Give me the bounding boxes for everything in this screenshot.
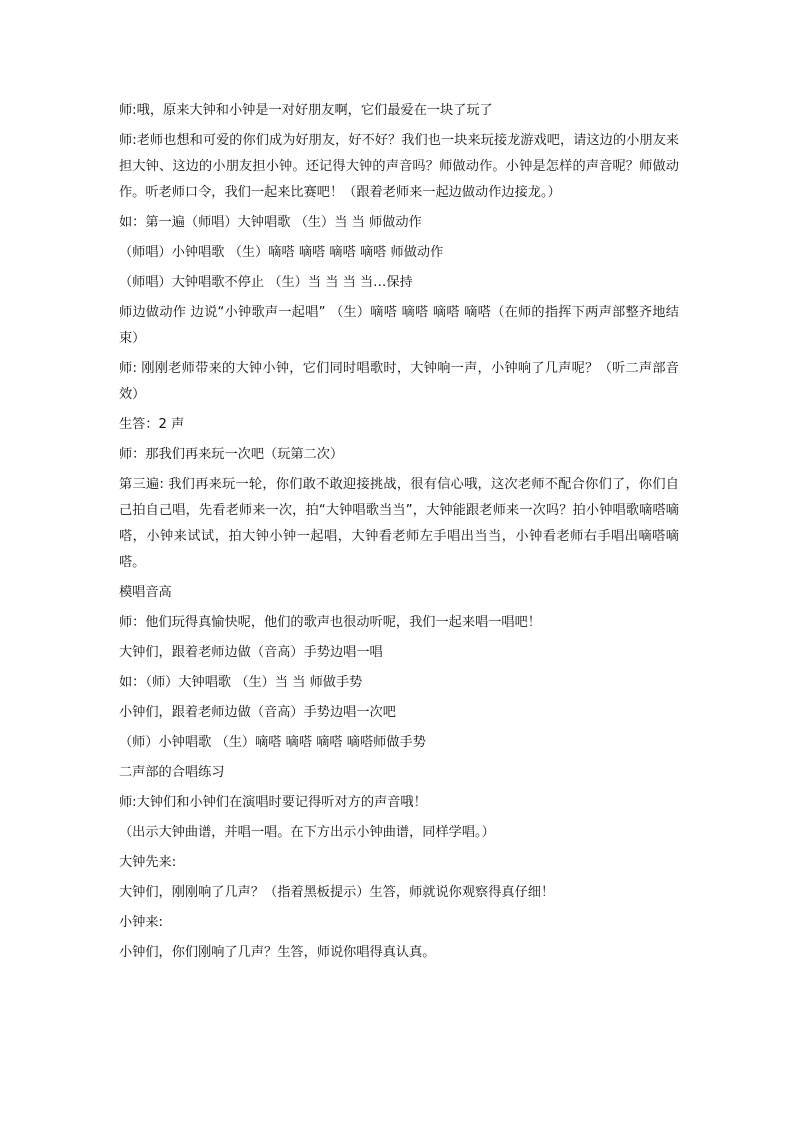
document-body xyxy=(119,98,679,970)
paragraph-7: 师: 刚刚老师带来的大钟小钟，它们同时唱歌时，大钟响一声，小钟响了几声呢？（听二声部音效） xyxy=(119,361,679,402)
paragraph-21: 大钟们，刚刚响了几声？（指着黑板提示）生答，师就说你观察得真仔细！ xyxy=(119,885,555,900)
paragraph-10: 第三遍: 我们再来玩一轮，你们敢不敢迎接挑战，很有信心哦，这次老师不配合你们了，你们自己拍自己唱，先看老师来一次，拍“大钟唱歌当当”，大钟能跟老师来一次吗？拍小钟唱歌嘀嗒嘀嗒，小钟来试试，拍大钟小钟一起唱，大钟看老师左手唱出当当，小钟看老师右手唱出嘀嗒嘀嗒。 xyxy=(119,477,679,570)
paragraph-16: （师）小钟唱歌 （生）嘀嗒 嘀嗒 嘀嗒 嘀嗒师做手势 xyxy=(119,735,426,750)
paragraph-12: 师：他们玩得真愉快呢，他们的歌声也很动听呢，我们一起来唱一唱吧！ xyxy=(119,615,541,630)
paragraph-20: 大钟先来: xyxy=(119,855,177,870)
paragraph-19: （出示大钟曲谱，并唱一唱。在下方出示小钟曲谱，同样学唱。） xyxy=(119,825,495,840)
paragraph-23: 小钟们，你们刚响了几声？生答，师说你唱得真认真。 xyxy=(119,945,436,960)
paragraph-5: （师唱）大钟唱歌不停止 （生）当 当 当 当…保持 xyxy=(119,275,413,290)
paragraph-14: 如：（师）大钟唱歌 （生）当 当 师做手势 xyxy=(119,675,363,690)
section-heading-two-part-practice: 二声部的合唱练习 xyxy=(119,765,225,780)
paragraph-13: 大钟们，跟着老师边做（音高）手势边唱一唱 xyxy=(119,645,383,660)
paragraph-9: 师：那我们再来玩一次吧（玩第二次） xyxy=(119,447,344,462)
paragraph-2: 师:老师也想和可爱的你们成为好朋友，好不好？我们也一块来玩接龙游戏吧，请这边的小朋友来担大钟、这边的小朋友担小钟。还记得大钟的声音吗？师做动作。小钟是怎样的声音呢？师做动作。听老师口令，我们一起来比赛吧！（跟着老师来一起边做动作边接龙。） xyxy=(119,133,679,200)
paragraph-1: 师:哦，原来大钟和小钟是一对好朋友啊，它们最爱在一块了玩了 xyxy=(119,103,493,118)
section-heading-pitch-imitation: 模唱音高 xyxy=(119,585,172,600)
paragraph-15: 小钟们，跟着老师边做（音高）手势边唱一次吧 xyxy=(119,705,396,720)
paragraph-4: （师唱）小钟唱歌 （生）嘀嗒 嘀嗒 嘀嗒 嘀嗒 师做动作 xyxy=(119,245,444,260)
paragraph-3: 如：第一遍（师唱）大钟唱歌 （生）当 当 师做动作 xyxy=(119,215,422,230)
paragraph-22: 小钟来: xyxy=(119,915,164,930)
paragraph-6: 师边做动作 边说“小钟歌声一起唱” （生）嘀嗒 嘀嗒 嘀嗒 嘀嗒（在师的指挥下两声部整齐地结束） xyxy=(119,305,679,346)
paragraph-18: 师:大钟们和小钟们在演唱时要记得听对方的声音哦！ xyxy=(119,795,427,810)
paragraph-8: 生答：2 声 xyxy=(119,417,185,432)
